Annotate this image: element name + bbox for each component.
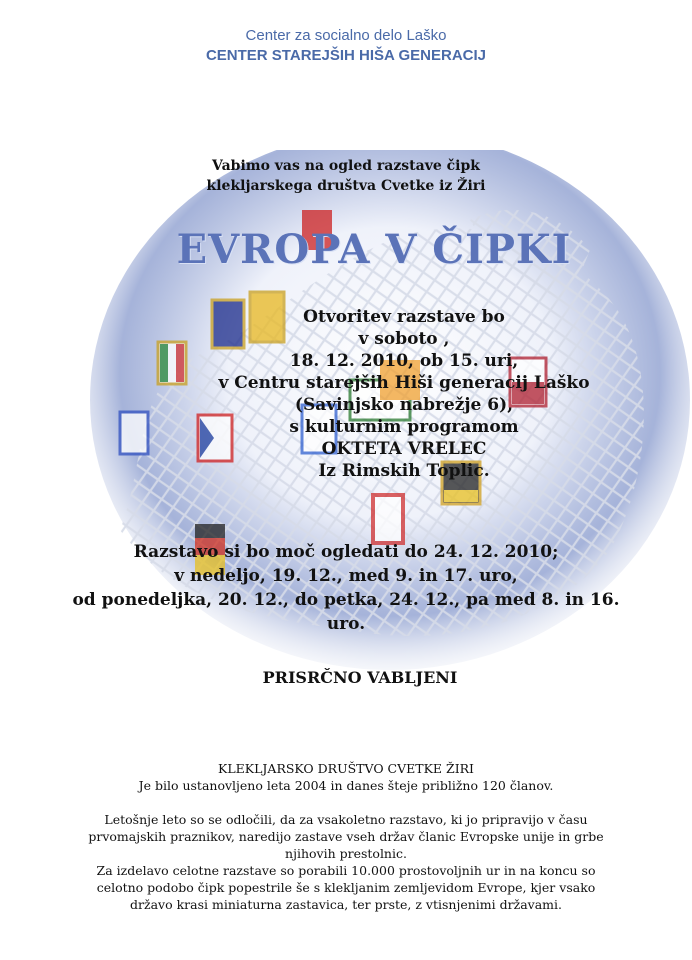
opening-line: Iz Rimskih Toplic.	[318, 461, 490, 481]
opening-line: 18. 12. 2010, ob 15. uri,	[289, 351, 519, 371]
society-heading: KLEKLJARSKO DRUŠTVO CVETKE ŽIRI	[218, 761, 474, 776]
viewing-line: Razstavo si bo moč ogledati do 24. 12. 2010;	[133, 542, 559, 562]
opening-line: v Centru starejših Hiši generacij Laško	[218, 373, 590, 393]
viewing-line: od ponedeljka, 20. 12., do petka, 24. 12., pa med 8. in 16.	[72, 590, 620, 610]
invitation-intro	[0, 156, 692, 196]
opening-details	[0, 306, 692, 482]
organization-name: Center za socialno delo Laško	[245, 27, 447, 44]
paragraph-line: njihovih prestolnic.	[285, 846, 407, 861]
opening-line: v soboto ,	[358, 329, 450, 349]
paragraph-line: Za izdelavo celotne razstave so porabili 10.000 prostovoljnih ur in na koncu so	[96, 863, 596, 878]
society-founded: Je bilo ustanovljeno leta 2004 in danes šteje približno 120 članov.	[138, 778, 554, 793]
viewing-line: v nedeljo, 19. 12., med 9. in 17. uro,	[174, 566, 518, 586]
opening-line: OKTETA VRELEC	[321, 439, 487, 459]
intro-line-2: klekljarskega društva Cvetke iz Žiri	[206, 178, 486, 194]
viewing-line: uro.	[326, 614, 366, 634]
warm-invitation: PRISRČNO VABLJENI	[262, 668, 458, 687]
document-header	[0, 26, 692, 66]
society-description	[0, 760, 692, 913]
paragraph-line: Letošnje leto so se odločili, da za vsakoletno razstavo, ki jo pripravijo v času	[104, 812, 588, 827]
paragraph-line: državo krasi miniaturna zastavica, ter prste, z vtisnjenimi državami.	[130, 897, 562, 912]
paragraph-line: prvomajskih praznikov, naredijo zastave vseh držav članic Evropske unije in grbe	[88, 829, 604, 844]
opening-line: (Savinjsko nabrežje 6),	[294, 395, 514, 415]
paragraph-line: celotno podobo čipk popestrile še s klekljanim zemljevidom Evrope, kjer vsako	[96, 880, 596, 895]
intro-line-1: Vabimo vas na ogled razstave čipk	[212, 158, 480, 174]
opening-line: Otvoritev razstave bo	[303, 307, 505, 327]
viewing-hours	[0, 540, 692, 636]
opening-line: s kulturnim programom	[289, 417, 519, 437]
center-name: CENTER STAREJŠIH HIŠA GENERACIJ	[205, 47, 487, 64]
exhibition-title: EVROPA V ČIPKI	[176, 226, 572, 273]
